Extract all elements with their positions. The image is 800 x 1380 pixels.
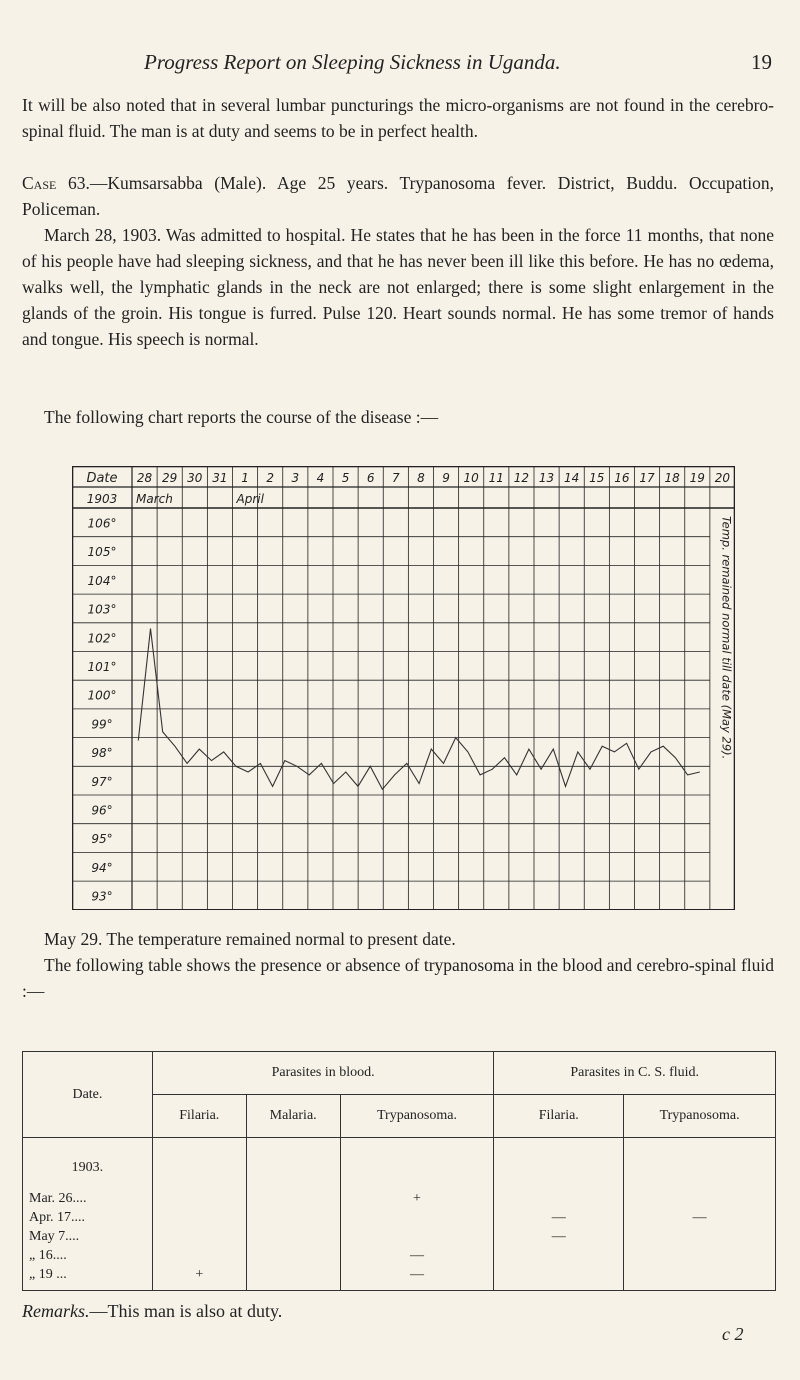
blood-trypanosoma-column [340, 1138, 494, 1291]
table-date: „ 19 ... [29, 1267, 67, 1282]
temperature-tick-label: 102° [87, 631, 117, 646]
fluid-filaria-column [494, 1138, 624, 1291]
result-mark [347, 1227, 488, 1246]
temperature-tick-label: 93° [91, 889, 113, 904]
result-mark [253, 1246, 334, 1265]
date-tick-label: 9 [442, 471, 450, 485]
blood-malaria-column [246, 1138, 340, 1291]
result-mark [253, 1265, 334, 1284]
table-date: „ 16.... [29, 1248, 67, 1263]
header-blood-trypanosoma: Trypanosoma. [340, 1095, 494, 1138]
temperature-tick-label: 100° [87, 688, 117, 703]
date-tick-label: 4 [316, 471, 325, 485]
result-mark [630, 1227, 769, 1246]
date-tick-label: 8 [417, 471, 425, 485]
temperature-tick-label: 105° [87, 545, 117, 560]
date-tick-label: 11 [488, 471, 504, 485]
date-tick-label: 20 [714, 471, 731, 485]
date-tick-label: 6 [366, 471, 375, 485]
date-column [23, 1138, 153, 1291]
result-mark [500, 1265, 617, 1284]
date-tick-label: 31 [212, 471, 228, 485]
date-tick-label: 3 [291, 471, 300, 485]
header-blood-malaria: Malaria. [246, 1095, 340, 1138]
after-chart-line-1: May 29. The temperature remained normal to present date. [44, 929, 456, 949]
temperature-tick-label: 95° [91, 832, 113, 847]
history-paragraph: March 28, 1903. Was admitted to hospital. He states that he has been in the force 11 months, that none of his people have had sleeping sickness, and that he has never been ill like this before. He has no œdema, walks well, the lymphatic glands in the neck are not enlarged; there is some slight enlargement in the glands of the groin. His tongue is furred. Pulse 120. Heart sounds normal. He has some tremor of hands and tongue. His speech is normal. [22, 225, 774, 349]
chart-annotation: Temp. remained normal till date (May 29). [719, 516, 734, 760]
result-mark: — [409, 1248, 424, 1263]
month-label: April [236, 492, 264, 506]
date-tick-label: 17 [639, 471, 655, 485]
case-heading: Case 63. [22, 173, 90, 193]
signature-mark: c 2 [722, 1324, 744, 1344]
date-tick-label: 12 [513, 471, 530, 485]
temperature-tick-label: 106° [87, 516, 117, 531]
result-mark [253, 1227, 334, 1246]
temperature-tick-label: 101° [87, 660, 117, 675]
result-mark [159, 1227, 240, 1246]
remarks [22, 1301, 282, 1322]
running-header [22, 50, 772, 80]
result-mark: — [409, 1267, 424, 1282]
date-tick-label: 28 [136, 471, 153, 485]
chart-frame [73, 467, 735, 910]
year-label: 1903 [86, 492, 118, 506]
result-mark [630, 1246, 769, 1265]
date-tick-label: 1 [241, 471, 249, 485]
result-mark [500, 1189, 617, 1208]
result-mark: + [195, 1267, 204, 1282]
fluid-trypanosoma-column [624, 1138, 776, 1291]
running-title: Progress Report on Sleeping Sickness in Uganda. [144, 50, 561, 74]
date-tick-label: 13 [538, 471, 555, 485]
month-label: March [136, 492, 173, 506]
date-tick-label: 7 [391, 471, 400, 485]
page-number: 19 [751, 50, 772, 74]
result-mark [253, 1208, 334, 1227]
header-fluid-trypanosoma: Trypanosoma. [624, 1095, 776, 1138]
result-mark [159, 1208, 240, 1227]
temperature-tick-label: 99° [91, 717, 113, 732]
date-tick-label: 2 [266, 471, 275, 485]
date-tick-label: 19 [689, 471, 705, 485]
temperature-tick-label: 98° [91, 746, 113, 761]
remarks-text: —This man is also at duty. [89, 1301, 283, 1321]
temperature-tick-label: 96° [91, 803, 113, 818]
result-mark: — [692, 1210, 707, 1225]
date-row-label: Date [86, 471, 118, 486]
result-mark [159, 1246, 240, 1265]
header-fluid: Parasites in C. S. fluid. [494, 1052, 776, 1095]
temperature-tick-label: 94° [91, 860, 113, 875]
date-tick-label: 14 [564, 471, 580, 485]
header-fluid-filaria: Filaria. [494, 1095, 624, 1138]
result-mark [630, 1189, 769, 1208]
result-mark [159, 1189, 240, 1208]
temperature-tick-label: 103° [87, 602, 117, 617]
table-date: Apr. 17.... [29, 1210, 85, 1225]
temperature-tick-label: 97° [91, 774, 113, 789]
parasite-table [22, 1051, 776, 1291]
result-mark: — [551, 1210, 566, 1225]
temperature-chart-svg [72, 466, 735, 910]
result-mark [500, 1246, 617, 1265]
blood-filaria-column [152, 1138, 246, 1291]
case-detail: —Kumsarsabba (Male). Age 25 years. Trypanosoma fever. District, Buddu. Occupation, Policeman. [22, 173, 775, 219]
date-tick-label: 29 [162, 471, 178, 485]
after-chart-line-2: The following table shows the presence or absence of trypanosoma in the blood and cerebro-spinal fluid :— [22, 955, 774, 1001]
date-tick-label: 16 [614, 471, 630, 485]
header-blood: Parasites in blood. [152, 1052, 494, 1095]
result-mark [253, 1189, 334, 1208]
result-mark [630, 1265, 769, 1284]
header-date: Date. [23, 1052, 153, 1138]
header-blood-filaria: Filaria. [152, 1095, 246, 1138]
chart-intro: The following chart reports the course of the disease :— [44, 407, 439, 427]
table-date: Mar. 26.... [29, 1191, 87, 1206]
table-year: 1903. [71, 1160, 104, 1175]
result-mark: — [551, 1229, 566, 1244]
date-tick-label: 10 [463, 471, 479, 485]
date-tick-label: 18 [664, 471, 680, 485]
date-tick-label: 15 [589, 471, 605, 485]
table-date: May 7.... [29, 1229, 80, 1244]
temperature-chart [72, 466, 735, 910]
result-mark: + [413, 1191, 421, 1206]
temperature-tick-label: 104° [87, 573, 117, 588]
date-tick-label: 5 [341, 471, 350, 485]
remarks-label: Remarks. [22, 1301, 90, 1321]
date-tick-label: 30 [187, 471, 203, 485]
intro-paragraph: It will be also noted that in several lumbar puncturings the micro-organisms are not found in the cerebro-spinal fluid. The man is at duty and seems to be in perfect health. [22, 95, 774, 141]
case-paragraph [22, 170, 774, 222]
result-mark [347, 1208, 488, 1227]
